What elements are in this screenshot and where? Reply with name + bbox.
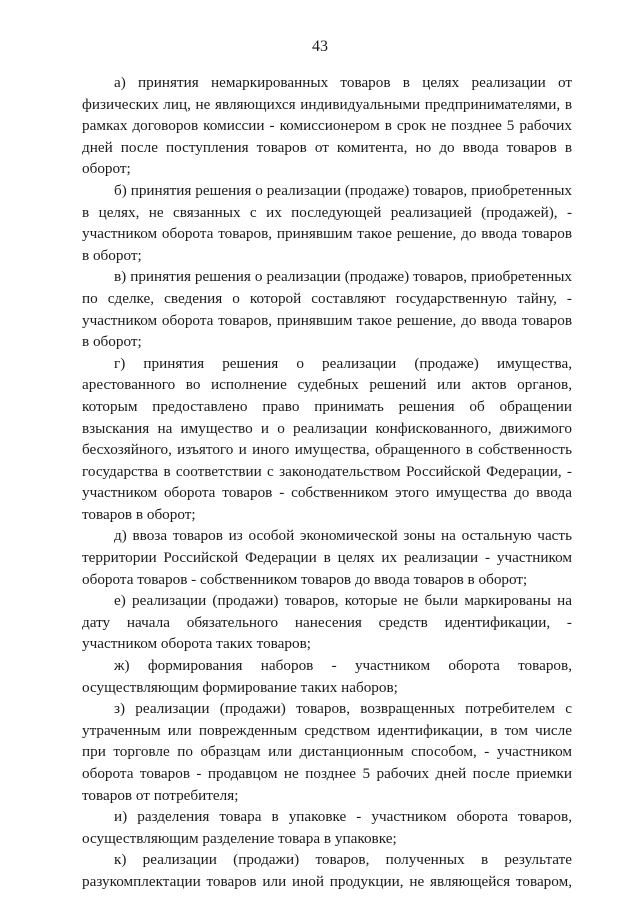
page-number: 43 bbox=[312, 38, 328, 55]
document-body bbox=[82, 72, 572, 893]
paragraph-d: д) ввоза товаров из особой экономической зоны на остальную часть территории Российской Федерации в целях их реализации - участником оборота товаров - собственником товаров до ввода товаров в оборот; bbox=[82, 527, 572, 588]
paragraph-v: в) принятия решения о реализации (продаже) товаров, приобретенных по сделке, сведения о которой составляют государственную тайну, - участником оборота товаров, принявшим такое решение, до ввода товаров в оборот; bbox=[82, 268, 572, 351]
paragraph-g: г) принятия решения о реализации (продаже) имущества, арестованного во исполнение судебных решений или актов органов, которым предоставлено право принимать решения об обращении взыскания на имущество и о реализации конфискованного, движимого бесхозяйного, изъятого и иного имущества, обращенного в собственность государства в соответствии с законодательством Российской Федерации, - участником оборота товаров - собственником этого имущества до ввода товаров в оборот; bbox=[82, 354, 572, 523]
paragraph-e: е) реализации (продажи) товаров, которые не были маркированы на дату начала обязательного нанесения средств идентификации, - участником оборота таких товаров; bbox=[82, 592, 572, 653]
paragraph-z: з) реализации (продажи) товаров, возвращенных потребителем с утраченным или поврежденным средством идентификации, в том числе при торговле по образцам или дистанционным способом, - участником оборота товаров - продавцом не позднее 5 рабочих дней после приемки товаров от потребителя; bbox=[82, 700, 572, 804]
paragraph-b: б) принятия решения о реализации (продаже) товаров, приобретенных в целях, не связанных с их последующей реализацией (продажей), - участником оборота товаров, принявшим такое решение, до ввода товаров в оборот; bbox=[82, 181, 572, 264]
paragraph-a: а) принятия немаркированных товаров в целях реализации от физических лиц, не являющихся индивидуальными предпринимателями, в рамках договоров комиссии - комиссионером в срок не позднее 5 рабочих дней после поступления товаров от комитента, но до ввода товаров в оборот; bbox=[82, 74, 572, 178]
paragraph-i: и) разделения товара в упаковке - участником оборота товаров, осуществляющим разделение товара в упаковке; bbox=[82, 808, 572, 847]
paragraph-zh: ж) формирования наборов - участником оборота товаров, осуществляющим формирование таких наборов; bbox=[82, 657, 572, 696]
paragraph-k: к) реализации (продажи) товаров, полученных в результате разукомплектации товаров или иной продукции, не являющейся товаром, bbox=[82, 851, 572, 890]
